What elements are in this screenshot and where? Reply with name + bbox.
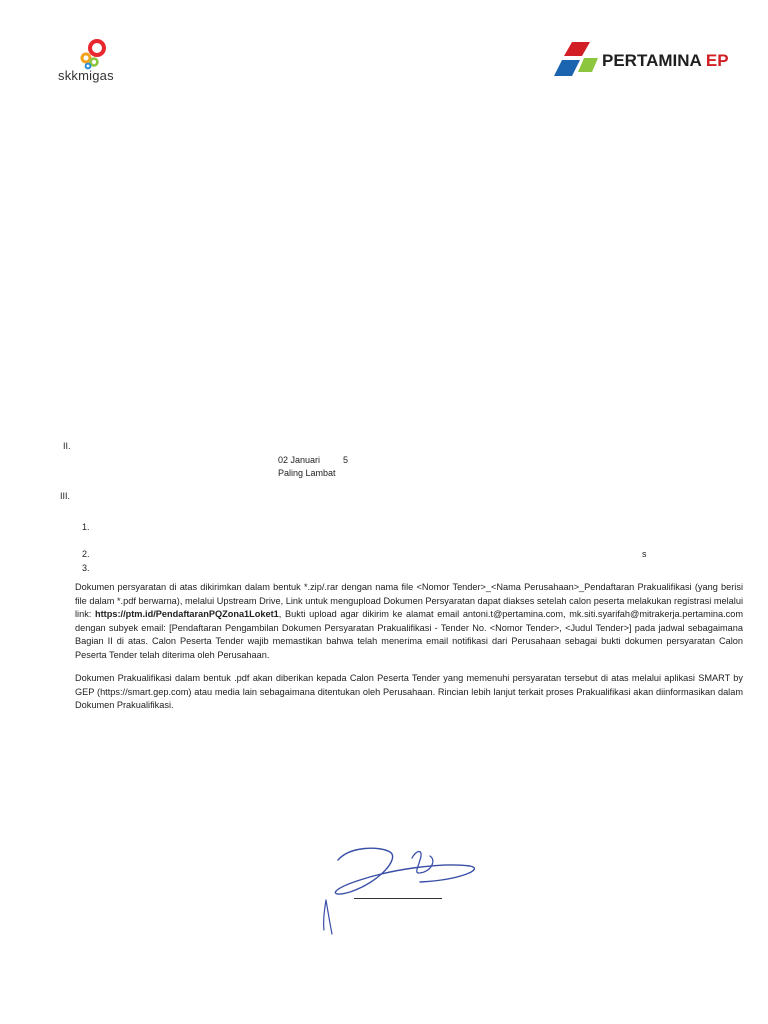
pertamina-mark-icon [552,40,600,80]
paragraph2-text: Dokumen Prakualifikasi dalam bentuk .pdf akan diberikan kepada Calon Peserta Tender yang memenuhi persyaratan tersebut di atas melalui aplikasi SMART by GEP (https://smart.gep.com) atau media lain sebagaimana ditentukan oleh Perusahaan. Rincian lebih lanjut terkait proses Prakualifikasi akan diinformasikan dalam Dokumen Prakualifikasi. [75,673,743,711]
paragraph1-text-before-link: Dokumen persyaratan di atas dikirimkan dalam bentuk *.zip/.rar dengan nama file <Nomor Tender>_<Nama Perusahaan>_Pendaftaran Prakualifikasi (yang berisi file dalam *.pdf berwarna), melalui Upstream Drive, Link untuk mengupload Dokumen Persyaratan dapat diakses setelah calon peserta melakukan registrasi melalui link: [75,582,743,620]
section-iii-item-1: 1. [82,522,90,532]
section-ii-date: 02 Januari [278,455,321,465]
handwritten-signature [320,842,480,937]
ep-word: EP [705,51,729,70]
prequalification-document-paragraph [75,672,743,713]
registration-link[interactable]: https://ptm.id/PendaftaranPQZona1Loket1 [95,609,279,620]
paragraph1-text-after-link: , Bukti upload agar dikirim ke alamat email antoni.t@pertamina.com, mk.siti.syarifah@mitrakerja.pertamina.com dengan subyek email: [Pendaftaran Pengambilan Dokumen Persyaratan Prakualifikasi - Tender No. <Nomor Tender>, <Judul Tender>] pada jadwal sebagaimana Bagian II di atas. Calon Peserta Tender wajib memastikan bahwa telah menerima email notifikasi dari Perusahaan sebagai bukti dokumen persyaratan Calon Peserta Tender telah diterima oleh Perusahaan. [75,609,743,660]
section-iii-item-3: 3. [82,563,90,573]
section-iii-item-2-tail: s [642,549,647,559]
section-iii-item-2: 2. [82,549,90,559]
pertamina-ep-logo [552,40,752,80]
section-ii-number: II. [63,441,71,451]
skkmigas-wordmark: skkmigas [58,68,114,83]
submission-instructions-paragraph [75,581,743,663]
skkmigas-mark-icon [78,38,108,70]
skkmigas-logo [56,38,136,88]
pertamina-wordmark [602,51,729,71]
pertamina-word: PERTAMINA [602,51,702,70]
signature-line [354,898,442,899]
section-ii-date-year-fragment: 5 [343,455,349,465]
section-iii-number: III. [60,491,71,501]
section-ii-deadline-label: Paling Lambat [278,468,336,478]
